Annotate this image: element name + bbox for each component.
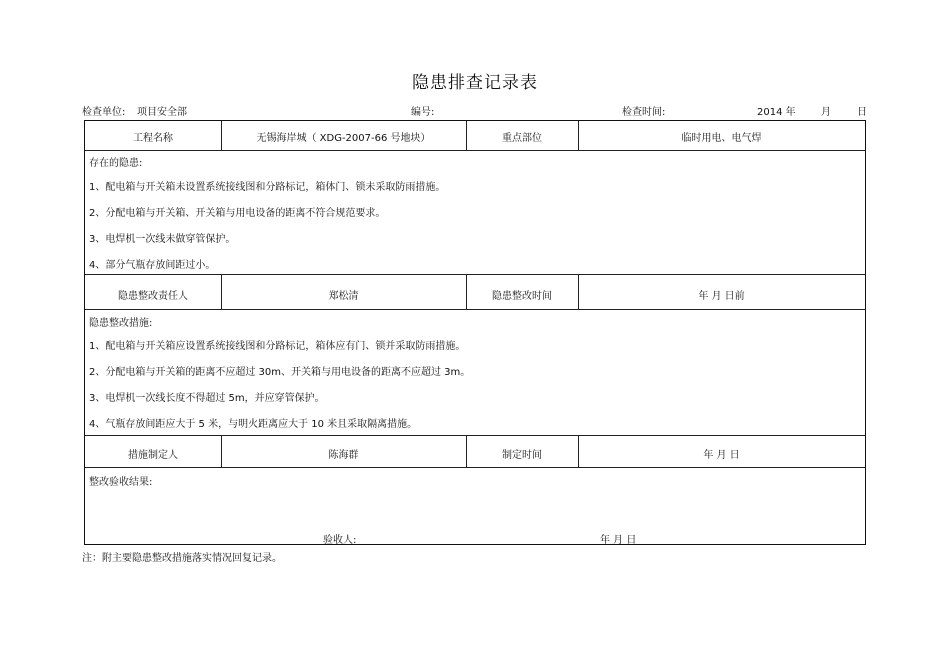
footnote: 注：附主要隐患整改措施落实情况回复记录。: [82, 553, 282, 564]
measure-maker-value: 陈海群: [328, 450, 359, 461]
measure-item: 2、分配电箱与开关箱的距离不应超过 30m、开关箱与用电设备的距离不应超过 3m。: [89, 367, 471, 378]
unit-label: 检查单位:: [82, 107, 126, 118]
row-divider: [85, 309, 865, 310]
measure-item: 4、气瓶存放间距应大于 5 米，与明火距离应大于 10 米且采取隔离措施。: [89, 419, 418, 430]
project-name-label: 工程名称: [133, 133, 173, 144]
check-month: 月: [821, 107, 831, 118]
check-year: 2014 年: [757, 107, 796, 118]
hazard-item: 1、配电箱与开关箱未设置系统接线图和分路标记，箱体门、锁未采取防雨措施。: [89, 182, 446, 193]
number-label: 编号:: [411, 107, 435, 118]
measures-heading: 隐患整改措施:: [89, 318, 153, 329]
acceptance-heading: 整改验收结果:: [89, 477, 153, 488]
acceptance-date: 年 月 日: [600, 535, 637, 546]
hazards-heading: 存在的隐患:: [89, 158, 143, 169]
project-name-value: 无锡海岸城（ XDG-2007-66 号地块）: [256, 133, 431, 144]
measure-item: 1、配电箱与开关箱应设置系统接线图和分路标记，箱体应有门、锁并采取防雨措施。: [89, 341, 466, 352]
row-divider: [85, 435, 865, 436]
key-area-label: 重点部位: [502, 133, 542, 144]
row-divider: [85, 150, 865, 151]
page-title: 隐患排查记录表: [412, 73, 538, 93]
row-divider: [85, 467, 865, 468]
rectify-time-label: 隐患整改时间: [492, 291, 552, 302]
hazard-item: 4、部分气瓶存放间距过小。: [89, 260, 216, 271]
responsible-person-value: 郑松清: [328, 291, 359, 302]
measure-maker-label: 措施制定人: [128, 450, 178, 461]
check-time-label: 检查时间:: [622, 107, 666, 118]
unit-value: 项目安全部: [137, 107, 187, 118]
key-area-value: 临时用电、电气焊: [681, 133, 762, 144]
measure-item: 3、电焊机一次线长度不得超过 5m，并应穿管保护。: [89, 393, 325, 404]
hazard-item: 2、分配电箱与开关箱、开关箱与用电设备的距离不符合规范要求。: [89, 208, 386, 219]
responsible-person-label: 隐患整改责任人: [118, 291, 188, 302]
check-day: 日: [857, 107, 867, 118]
record-table: [84, 120, 866, 545]
hazard-item: 3、电焊机一次线未做穿管保护。: [89, 234, 236, 245]
make-time-label: 制定时间: [502, 450, 542, 461]
row-divider: [85, 274, 865, 275]
make-time-value: 年 月 日: [703, 450, 740, 461]
inspector-label: 验收人:: [323, 535, 357, 546]
rectify-time-value: 年 月 日前: [698, 291, 745, 302]
